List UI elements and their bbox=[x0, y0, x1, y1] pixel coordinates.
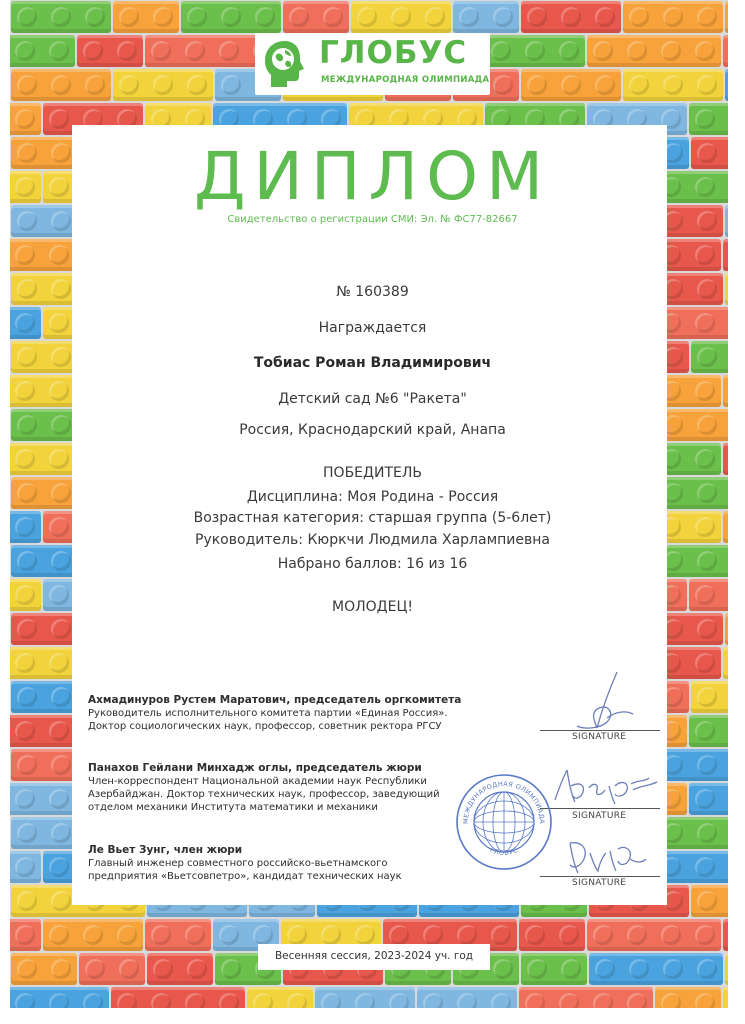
lego-stud bbox=[663, 7, 683, 27]
lego-stud bbox=[51, 687, 71, 707]
lego-stud bbox=[695, 109, 715, 129]
lego-stud bbox=[593, 993, 613, 1008]
lego-stud bbox=[253, 925, 273, 945]
lego-stud bbox=[17, 7, 37, 27]
age-category: Возрастная категория: старшая группа (5-6лет) bbox=[193, 510, 552, 526]
globus-logo bbox=[255, 33, 490, 95]
lego-stud bbox=[355, 925, 375, 945]
lego-stud bbox=[595, 7, 615, 27]
lego-stud bbox=[49, 653, 69, 673]
lego-stud bbox=[663, 75, 683, 95]
lego-stud bbox=[15, 653, 35, 673]
lego-stud bbox=[323, 7, 343, 27]
head-globe-icon bbox=[263, 39, 307, 89]
handwritten-signature bbox=[560, 835, 650, 880]
lego-stud bbox=[695, 789, 715, 809]
lego-stud bbox=[697, 75, 717, 95]
discipline: Дисциплина: Моя Родина - Россия bbox=[246, 489, 499, 505]
lego-stud bbox=[425, 7, 445, 27]
signature-label: SIGNATURE bbox=[572, 811, 627, 821]
lego-brick bbox=[725, 953, 728, 985]
lego-stud bbox=[51, 619, 71, 639]
lego-stud bbox=[119, 7, 139, 27]
lego-stud bbox=[49, 925, 69, 945]
lego-stud bbox=[695, 925, 715, 945]
lego-stud bbox=[457, 925, 477, 945]
lego-stud bbox=[15, 789, 35, 809]
lego-stud bbox=[595, 959, 615, 979]
lego-stud bbox=[151, 41, 171, 61]
signatory-line: Руководитель исполнительного комитета партии «Единая Россия». bbox=[88, 708, 448, 719]
awarded-label: Награждается bbox=[318, 320, 427, 336]
lego-stud bbox=[391, 7, 411, 27]
lego-stud bbox=[17, 959, 37, 979]
lego-stud bbox=[697, 959, 717, 979]
lego-stud bbox=[661, 993, 681, 1008]
praise: МОЛОДЕЦ! bbox=[332, 599, 413, 615]
lego-stud bbox=[423, 925, 443, 945]
lego-stud bbox=[697, 687, 717, 707]
lego-stud bbox=[187, 7, 207, 27]
lego-brick bbox=[723, 647, 728, 679]
lego-stud bbox=[695, 245, 715, 265]
signatory-line: Главный инженер совместного российско-вьетнамского bbox=[88, 858, 388, 869]
lego-stud bbox=[85, 7, 105, 27]
handwritten-signature bbox=[555, 668, 645, 738]
lego-stud bbox=[593, 41, 613, 61]
lego-stud bbox=[491, 993, 511, 1008]
leader: Руководитель: Кюркчи Людмила Харлампиевна bbox=[195, 532, 550, 548]
lego-stud bbox=[253, 993, 273, 1008]
lego-stud bbox=[15, 721, 35, 741]
lego-stud bbox=[49, 721, 69, 741]
lego-stud bbox=[459, 7, 479, 27]
lego-stud bbox=[119, 959, 139, 979]
lego-stud bbox=[17, 755, 37, 775]
score: Набрано баллов: 16 из 16 bbox=[277, 556, 468, 572]
lego-stud bbox=[119, 75, 139, 95]
lego-stud bbox=[15, 109, 35, 129]
lego-stud bbox=[561, 959, 581, 979]
lego-stud bbox=[221, 959, 241, 979]
lego-stud bbox=[83, 993, 103, 1008]
lego-stud bbox=[17, 619, 37, 639]
lego-stud bbox=[221, 7, 241, 27]
lego-stud bbox=[525, 925, 545, 945]
lego-stud bbox=[51, 755, 71, 775]
lego-stud bbox=[627, 925, 647, 945]
lego-stud bbox=[187, 959, 207, 979]
lego-stud bbox=[255, 7, 275, 27]
lego-stud bbox=[49, 857, 69, 877]
olympiad-stamp bbox=[454, 772, 554, 872]
lego-stud bbox=[627, 993, 647, 1008]
lego-stud bbox=[85, 959, 105, 979]
lego-stud bbox=[389, 925, 409, 945]
session-label: Весенняя сессия, 2023-2024 уч. год bbox=[274, 950, 474, 962]
lego-stud bbox=[15, 925, 35, 945]
lego-stud bbox=[559, 993, 579, 1008]
lego-brick bbox=[723, 987, 728, 1008]
lego-stud bbox=[697, 755, 717, 775]
lego-stud bbox=[221, 75, 241, 95]
lego-stud bbox=[493, 959, 513, 979]
lego-stud bbox=[697, 891, 717, 911]
lego-stud bbox=[153, 959, 173, 979]
lego-stud bbox=[117, 41, 137, 61]
lego-stud bbox=[287, 993, 307, 1008]
lego-stud bbox=[15, 993, 35, 1008]
signatory-chairman bbox=[88, 694, 488, 733]
recipient-name: Тобиас Роман Владимирович bbox=[253, 355, 492, 371]
lego-brick bbox=[723, 239, 728, 271]
lego-stud bbox=[83, 925, 103, 945]
organization: Детский сад №6 "Ракета" bbox=[278, 391, 467, 407]
lego-stud bbox=[697, 619, 717, 639]
lego-stud bbox=[49, 789, 69, 809]
lego-stud bbox=[695, 41, 715, 61]
lego-stud bbox=[51, 891, 71, 911]
signature-label: SIGNATURE bbox=[572, 732, 627, 742]
lego-stud bbox=[629, 959, 649, 979]
stamp-text: МЕЖДУНАРОДНАЯ ОЛИМПИАДА bbox=[461, 779, 547, 825]
lego-stud bbox=[219, 925, 239, 945]
lego-stud bbox=[561, 7, 581, 27]
lego-stud bbox=[389, 993, 409, 1008]
lego-stud bbox=[527, 959, 547, 979]
logo-name: ГЛОБУС bbox=[319, 35, 468, 71]
lego-stud bbox=[695, 653, 715, 673]
lego-stud bbox=[697, 823, 717, 843]
lego-stud bbox=[491, 925, 511, 945]
lego-stud bbox=[187, 75, 207, 95]
lego-stud bbox=[85, 75, 105, 95]
lego-stud bbox=[491, 41, 511, 61]
lego-stud bbox=[493, 75, 513, 95]
signatory-line: Доктор социологических наук, профессор, советник ректора РГСУ bbox=[88, 721, 442, 732]
signatory-line: предприятия «Вьетсовпетро», кандидат технических наук bbox=[88, 871, 402, 882]
lego-stud bbox=[661, 925, 681, 945]
lego-stud bbox=[17, 75, 37, 95]
lego-stud bbox=[185, 41, 205, 61]
lego-stud bbox=[51, 959, 71, 979]
lego-stud bbox=[355, 993, 375, 1008]
lego-stud bbox=[15, 41, 35, 61]
lego-stud bbox=[559, 925, 579, 945]
lego-stud bbox=[525, 993, 545, 1008]
lego-stud bbox=[457, 993, 477, 1008]
lego-stud bbox=[49, 245, 69, 265]
lego-brick bbox=[723, 919, 728, 951]
signatory-head: Ахмадинуров Рустем Маратович, председатель оргкомитета bbox=[88, 694, 462, 706]
lego-stud bbox=[561, 75, 581, 95]
signatory-jury-member bbox=[88, 844, 488, 883]
lego-stud bbox=[695, 857, 715, 877]
registration-text: Свидетельство о регистрации СМИ: Эл. № ФС77-82667 bbox=[227, 214, 518, 225]
diploma-number: № 160389 bbox=[336, 284, 409, 300]
lego-stud bbox=[185, 925, 205, 945]
lego-stud bbox=[661, 41, 681, 61]
lego-stud bbox=[627, 41, 647, 61]
lego-stud bbox=[321, 993, 341, 1008]
lego-stud bbox=[357, 7, 377, 27]
signatory-line: Член-корреспондент Национальной академии наук Республики bbox=[88, 776, 427, 787]
lego-stud bbox=[117, 993, 137, 1008]
lego-stud bbox=[153, 75, 173, 95]
lego-stud bbox=[219, 41, 239, 61]
lego-stud bbox=[695, 993, 715, 1008]
lego-stud bbox=[695, 721, 715, 741]
lego-stud bbox=[527, 7, 547, 27]
lego-stud bbox=[49, 41, 69, 61]
lego-brick bbox=[725, 69, 728, 101]
lego-stud bbox=[17, 891, 37, 911]
lego-stud bbox=[51, 823, 71, 843]
logo-subtitle: МЕЖДУНАРОДНАЯ ОЛИМПИАДА bbox=[321, 75, 490, 85]
lego-stud bbox=[151, 993, 171, 1008]
diploma-title: ДИПЛОМ bbox=[193, 138, 552, 215]
lego-stud bbox=[151, 925, 171, 945]
lego-stud bbox=[527, 75, 547, 95]
lego-stud bbox=[15, 245, 35, 265]
lego-brick bbox=[723, 35, 728, 67]
lego-stud bbox=[629, 75, 649, 95]
handwritten-signature bbox=[545, 760, 665, 815]
lego-stud bbox=[83, 41, 103, 61]
lego-stud bbox=[153, 7, 173, 27]
lego-stud bbox=[49, 993, 69, 1008]
lego-stud bbox=[493, 7, 513, 27]
lego-stud bbox=[697, 7, 717, 27]
lego-stud bbox=[629, 7, 649, 27]
lego-stud bbox=[595, 75, 615, 95]
lego-stud bbox=[289, 7, 309, 27]
lego-stud bbox=[423, 993, 443, 1008]
lego-stud bbox=[559, 41, 579, 61]
lego-stud bbox=[117, 925, 137, 945]
lego-stud bbox=[17, 823, 37, 843]
lego-stud bbox=[51, 75, 71, 95]
signatory-line: Азербайджан. Доктор технических наук, профессор, заведующий bbox=[88, 789, 440, 800]
lego-stud bbox=[185, 993, 205, 1008]
status-winner: ПОБЕДИТЕЛЬ bbox=[323, 465, 422, 481]
lego-stud bbox=[49, 109, 69, 129]
lego-stud bbox=[219, 993, 239, 1008]
lego-brick bbox=[725, 613, 728, 645]
signature-label: SIGNATURE bbox=[572, 878, 627, 888]
lego-brick bbox=[725, 1, 728, 33]
lego-stud bbox=[15, 857, 35, 877]
signatory-head: Панахов Гейлани Минхадж оглы, председатель жюри bbox=[88, 762, 422, 774]
lego-stud bbox=[593, 925, 613, 945]
lego-stud bbox=[287, 925, 307, 945]
lego-stud bbox=[17, 687, 37, 707]
lego-stud bbox=[321, 925, 341, 945]
signatory-jury-chair bbox=[88, 762, 488, 814]
location: Россия, Краснодарский край, Анапа bbox=[239, 422, 506, 438]
signatory-line: отделом механики Института математики и механики bbox=[88, 802, 378, 813]
signatory-head: Ле Вьет Зунг, член жюри bbox=[88, 844, 243, 856]
lego-stud bbox=[525, 41, 545, 61]
stamp-bottom-text: ГЛОБУС bbox=[488, 845, 520, 857]
lego-stud bbox=[663, 959, 683, 979]
lego-stud bbox=[51, 7, 71, 27]
